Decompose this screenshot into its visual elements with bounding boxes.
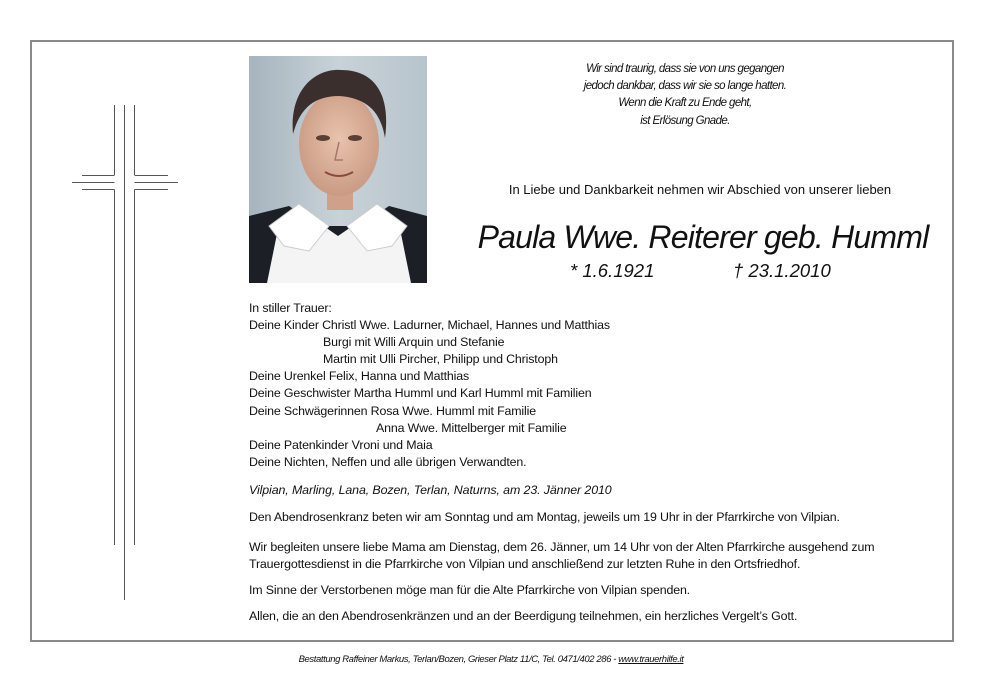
quote-line: ist Erlösung Gnade. — [640, 114, 730, 127]
mourner-line: Deine Patenkinder Vroni und Maia — [249, 437, 433, 452]
memorial-quote — [540, 61, 830, 130]
mourner-line: Deine Nichten, Neffen und alle übrigen Verwandten. — [249, 454, 527, 469]
website-link[interactable]: www.trauerhilfe.it — [618, 654, 684, 665]
mourner-line: Deine Geschwister Martha Humml und Karl Humml mit Familien — [249, 386, 592, 401]
quote-line: Wir sind traurig, dass sie von uns gegangen — [586, 63, 784, 75]
cross-icon — [72, 105, 178, 600]
quote-line: Wenn die Kraft zu Ende geht, — [618, 97, 752, 110]
death-date: † 23.1.2010 — [733, 260, 831, 281]
intro-text: In Liebe und Dankbarkeit nehmen wir Abschied von unserer lieben — [508, 182, 892, 197]
mourners-heading: In stiller Trauer: — [249, 301, 332, 315]
birth-date: * 1.6.1921 — [570, 260, 655, 281]
thanks-notice: Allen, die an den Abendrosenkränzen und an der Beerdigung teilnehmen, ein herzliches Vergelt’s Gott. — [249, 609, 798, 623]
mourner-line: Anna Wwe. Mittelberger mit Familie — [376, 420, 567, 435]
mourner-line: Deine Urenkel Felix, Hanna und Matthias — [249, 369, 470, 384]
place-and-date: Vilpian, Marling, Lana, Bozen, Terlan, Naturns, am 23. Jänner 2010 — [249, 483, 612, 497]
mourner-line: Deine Schwägerinnen Rosa Wwe. Humml mit Familie — [249, 403, 536, 418]
donation-notice: Im Sinne der Verstorbenen möge man für die Alte Pfarrkirche von Vilpian spenden. — [249, 583, 690, 597]
footer-text: Bestattung Raffeiner Markus, Terlan/Bozen, Grieser Platz 11/C, Tel. 0471/402 286 - — [298, 654, 619, 665]
quote-line: jedoch dankbar, dass wir sie so lange hatten. — [583, 80, 787, 93]
undertaker-footer — [0, 654, 982, 665]
funeral-notice-line-2: Trauergottesdienst in die Pfarrkirche von Vilpian und anschließend zur letzten Ruhe in den Ortsfriedhof. — [249, 557, 801, 571]
mourner-line: Burgi mit Willi Arquin und Stefanie — [323, 335, 505, 350]
mourners-list — [249, 300, 610, 471]
mourner-line: Martin mit Ulli Pircher, Philipp und Christoph — [323, 352, 558, 367]
funeral-notice-line-1: Wir begleiten unsere liebe Mama am Dienstag, dem 26. Jänner, um 14 Uhr von der Alten Pfarrkirche ausgehend zum — [249, 540, 875, 554]
rosary-notice: Den Abendrosenkranz beten wir am Sonntag und am Montag, jeweils um 19 Uhr in der Pfarrkirche von Vilpian. — [249, 510, 840, 524]
mourner-line: Deine Kinder Christl Wwe. Ladurner, Michael, Hannes und Matthias — [249, 318, 610, 333]
portrait-photo — [249, 56, 427, 283]
deceased-name: Paula Wwe. Reiterer geb. Humml — [477, 219, 929, 255]
